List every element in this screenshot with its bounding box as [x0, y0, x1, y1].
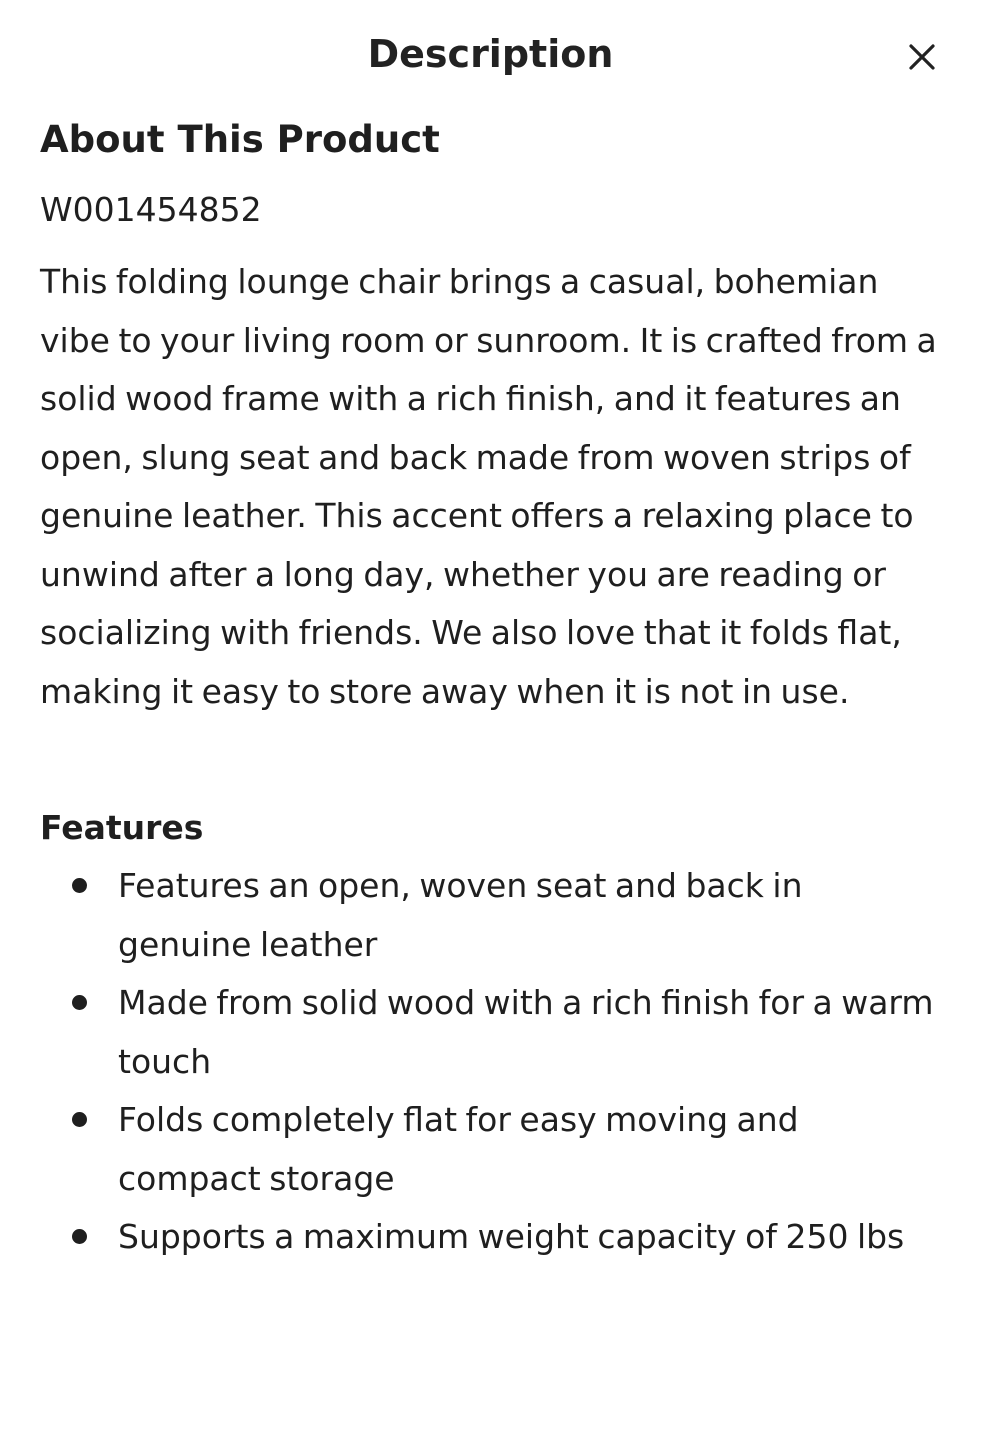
close-button[interactable]: [896, 30, 948, 76]
feature-text: Supports a maximum weight capacity of 250 lbs: [118, 1217, 905, 1256]
feature-text: Features an open, woven seat and back in genuine leather: [118, 866, 803, 964]
bullet-icon: [72, 878, 87, 893]
modal-content: [40, 112, 940, 1267]
features-list: [40, 857, 940, 1267]
about-heading: About This Product: [40, 118, 440, 161]
modal-header: [0, 0, 981, 106]
close-icon: [908, 43, 936, 71]
feature-item: [40, 1208, 940, 1267]
product-description: This folding lounge chair brings a casual, bohemian vibe to your living room or sunroom. It is crafted from a solid wood frame with a rich finish, and it features an open, slung seat and back made from woven strips of genuine leather. This accent offers a relaxing place to unwind after a long day, whether you are reading or socializing with friends. We also love that it folds flat, making it easy to store away when it is not in use.: [40, 262, 937, 711]
product-sku: W001454852: [40, 190, 262, 229]
features-heading: Features: [40, 808, 204, 847]
bullet-icon: [72, 995, 87, 1010]
feature-text: Made from solid wood with a rich finish for a warm touch: [118, 983, 934, 1081]
bullet-icon: [72, 1112, 87, 1127]
bullet-icon: [72, 1229, 87, 1244]
feature-item: [40, 857, 940, 974]
feature-item: [40, 974, 940, 1091]
feature-text: Folds completely flat for easy moving and compact storage: [118, 1100, 799, 1198]
feature-item: [40, 1091, 940, 1208]
modal-title: Description: [367, 32, 614, 76]
